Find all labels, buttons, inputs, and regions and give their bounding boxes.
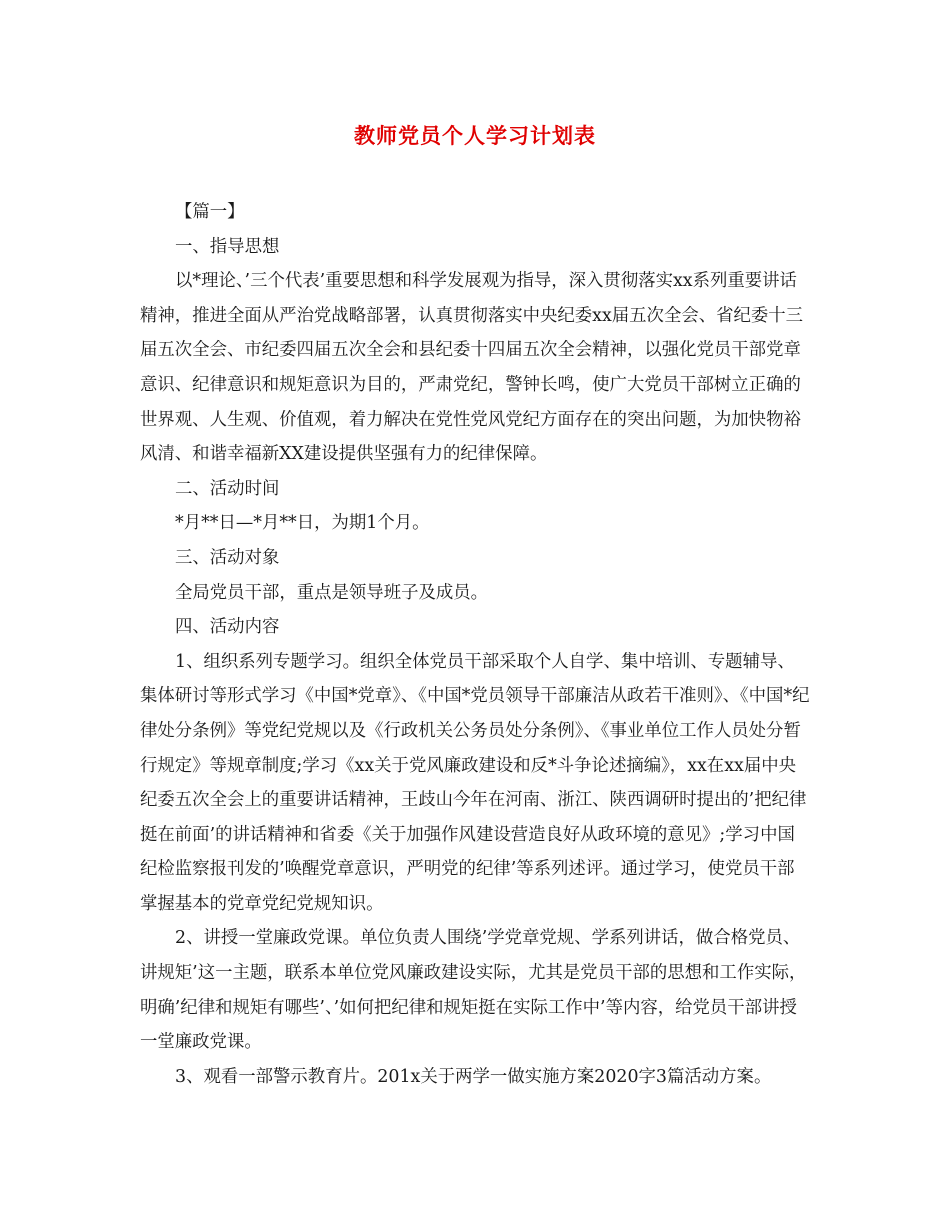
heading-activity-time: 二、活动时间 bbox=[175, 478, 280, 499]
content-item-2: 2、讲授一堂廉政党课。单位负责人围绕’学党章党规、学系列讲话，做合格党员、讲规矩’这一主题，联系本单位党风廉政建设实际，尤其是党员干部的思想和工作实际，明确’纪律和规矩有哪些’、’如何把纪律和规矩挺在实际工作中’等内容，给党员干部讲授一堂廉政党课。 bbox=[140, 928, 807, 1053]
paragraph-guiding-ideology: 以*理论、’三个代表’重要思想和科学发展观为指导，深入贯彻落实xx系列重要讲话精神，推进全面从严治党战略部署，认真贯彻落实中央纪委xx届五次全会、省纪委十三届五次全会、市纪委四届五次全会和县纪委十四届五次全会精神，以强化党员干部党章意识、纪律意识和规矩意识为目的，严肃党纪，警钟长鸣，使广大党员干部树立正确的世界观、人生观、价值观，着力解决在党性党风党纪方面存在的突出问题，为加快物裕风清、和谐幸福新XX建设提供坚强有力的纪律保障。 bbox=[140, 271, 804, 465]
heading-activity-target: 三、活动对象 bbox=[175, 547, 280, 568]
document-title: 教师党员个人学习计划表 bbox=[354, 123, 596, 148]
paragraph-activity-time: *月**日—*月**日，为期1个月。 bbox=[175, 513, 430, 534]
document-body bbox=[140, 195, 810, 1094]
heading-guiding-ideology: 一、指导思想 bbox=[175, 236, 280, 257]
content-item-1: 1、组织系列专题学习。组织全体党员干部采取个人自学、集中培训、专题辅导、集体研讨等形式学习《中国*党章》、《中国*党员领导干部廉洁从政若干准则》、《中国*纪律处分条例》等党纪党规以及《行政机关公务员处分条例》、《事业单位工作人员处分暂行规定》等规章制度;学习《xx关于党风廉政建设和反*斗争论述摘编》，xx在xx届中央纪委五次全会上的重要讲话精神，王歧山今年在河南、浙江、陕西调研时提出的’把纪律挺在前面’的讲话精神和省委《关于加强作风建设营造良好从政环境的意见》;学习中国纪检监察报刊发的’唤醒党章意识，严明党的纪律’等系列述评。通过学习，使党员干部掌握基本的党章党纪党规知识。 bbox=[140, 651, 810, 914]
heading-activity-content: 四、活动内容 bbox=[175, 617, 280, 638]
content-item-3: 3、观看一部警示教育片。201x关于两学一做实施方案2020字3篇活动方案。 bbox=[175, 1066, 772, 1087]
section-label: 【篇一】 bbox=[175, 202, 245, 222]
paragraph-activity-target: 全局党员干部，重点是领导班子及成员。 bbox=[175, 582, 489, 603]
